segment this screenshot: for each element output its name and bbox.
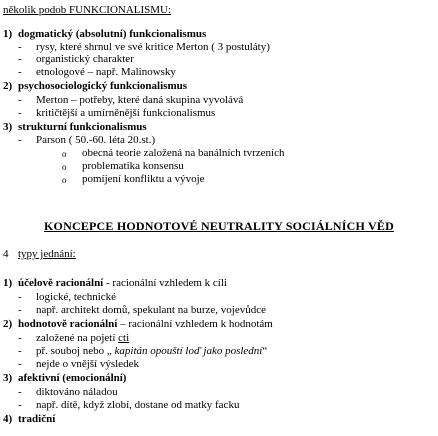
dash-bullet: -	[18, 41, 22, 53]
section-1-item-2: organistický charakter	[36, 53, 134, 65]
type-2-item-2-prefix: př. souboj nebo „	[36, 345, 115, 357]
section-1-title: dogmatický (absolutní) funkcionalismus	[18, 28, 207, 40]
dash-bullet: -	[18, 386, 22, 398]
types-intro-number: 4	[3, 248, 9, 260]
dash-bullet: -	[18, 332, 22, 344]
section-3-subitem-2: problematika konsensu	[82, 160, 184, 172]
type-1-item-1: logické, technické	[36, 291, 117, 303]
type-1-line	[18, 277, 227, 290]
dash-bullet: -	[18, 107, 22, 119]
section-3-number: 3)	[3, 121, 13, 133]
dash-bullet: -	[18, 66, 22, 78]
type-2-rest: – racionální vzhledem k hodnotám	[117, 318, 273, 330]
type-2-item-1-underlined: cti	[118, 332, 130, 344]
type-4-title: tradiční	[18, 413, 56, 425]
section-2-title: psychosociologický funkcionalismus	[18, 80, 188, 92]
section-1-item-1: rysy, které shrnul ve své kritice Merton ( 3 postuláty)	[36, 41, 270, 53]
section-2-number: 2)	[3, 80, 13, 92]
section-3-title: strukturní funkcionalismus	[18, 121, 147, 133]
section-3-subitem-3: pomíjení konfliktu a vývoje	[82, 173, 205, 185]
type-2-item-3: nejde o vnější výsledek	[36, 358, 139, 370]
section-2-item-2: kritičtější a umírněnější funkcionalismus	[36, 107, 216, 119]
dash-bullet: -	[18, 399, 22, 411]
dash-bullet: -	[18, 304, 22, 316]
section-2-item-1: Merton – potřeby, které daná skupina vyvolává	[36, 94, 244, 106]
type-3-number: 3)	[3, 372, 13, 384]
type-2-item-1-text: založené na pojetí	[36, 332, 119, 344]
type-2-line	[18, 318, 273, 331]
dash-bullet: -	[18, 345, 22, 357]
type-3-item-1: diktováno náladou	[36, 386, 118, 398]
koncepce-title: KONCEPCE HODNOTOVÉ NEUTRALITY SOCIÁLNÍCH VĚD	[44, 219, 394, 233]
dash-bullet: -	[18, 134, 22, 146]
type-2-item-2	[36, 345, 267, 358]
page-heading: několik podob FUNKCIONALISMU:	[3, 4, 172, 16]
type-4-number: 4)	[3, 413, 13, 425]
dash-bullet: -	[18, 358, 22, 370]
section-3-subitem-1: obecná teorie založená na banálních tvrzeních	[82, 147, 285, 159]
type-2-number: 2)	[3, 318, 13, 330]
dash-bullet: -	[18, 94, 22, 106]
type-2-item-2-suffix: “	[262, 345, 268, 357]
circle-bullet: o	[62, 149, 67, 159]
section-3-item-1: Parson ( 50.-60. léta 20.st.)	[36, 134, 156, 146]
type-3-item-2: např. dítě, když zlobí, dostane od matky facku	[36, 399, 240, 411]
type-2-item-2-quote: kapitán opouští loď jako poslední	[114, 345, 263, 357]
type-2-title: hodnotově racionální	[18, 318, 118, 330]
dash-bullet: -	[18, 53, 22, 65]
circle-bullet: o	[62, 175, 67, 185]
types-intro: typy jednání:	[18, 248, 76, 260]
dash-bullet: -	[18, 291, 22, 303]
type-1-rest: - racionální vzhledem k cíli	[103, 277, 227, 289]
type-3-title: afektivní (emocionální)	[18, 372, 127, 384]
circle-bullet: o	[62, 162, 67, 172]
section-1-item-3: etnologové – např. Malinowsky	[36, 66, 176, 78]
section-1-number: 1)	[3, 28, 13, 40]
type-1-title: účelově racionální	[18, 277, 104, 289]
type-1-item-2: např. architekt domů, spekulant na burze, vojevůdce	[36, 304, 267, 316]
type-2-item-1	[36, 332, 129, 345]
type-1-number: 1)	[3, 277, 13, 289]
